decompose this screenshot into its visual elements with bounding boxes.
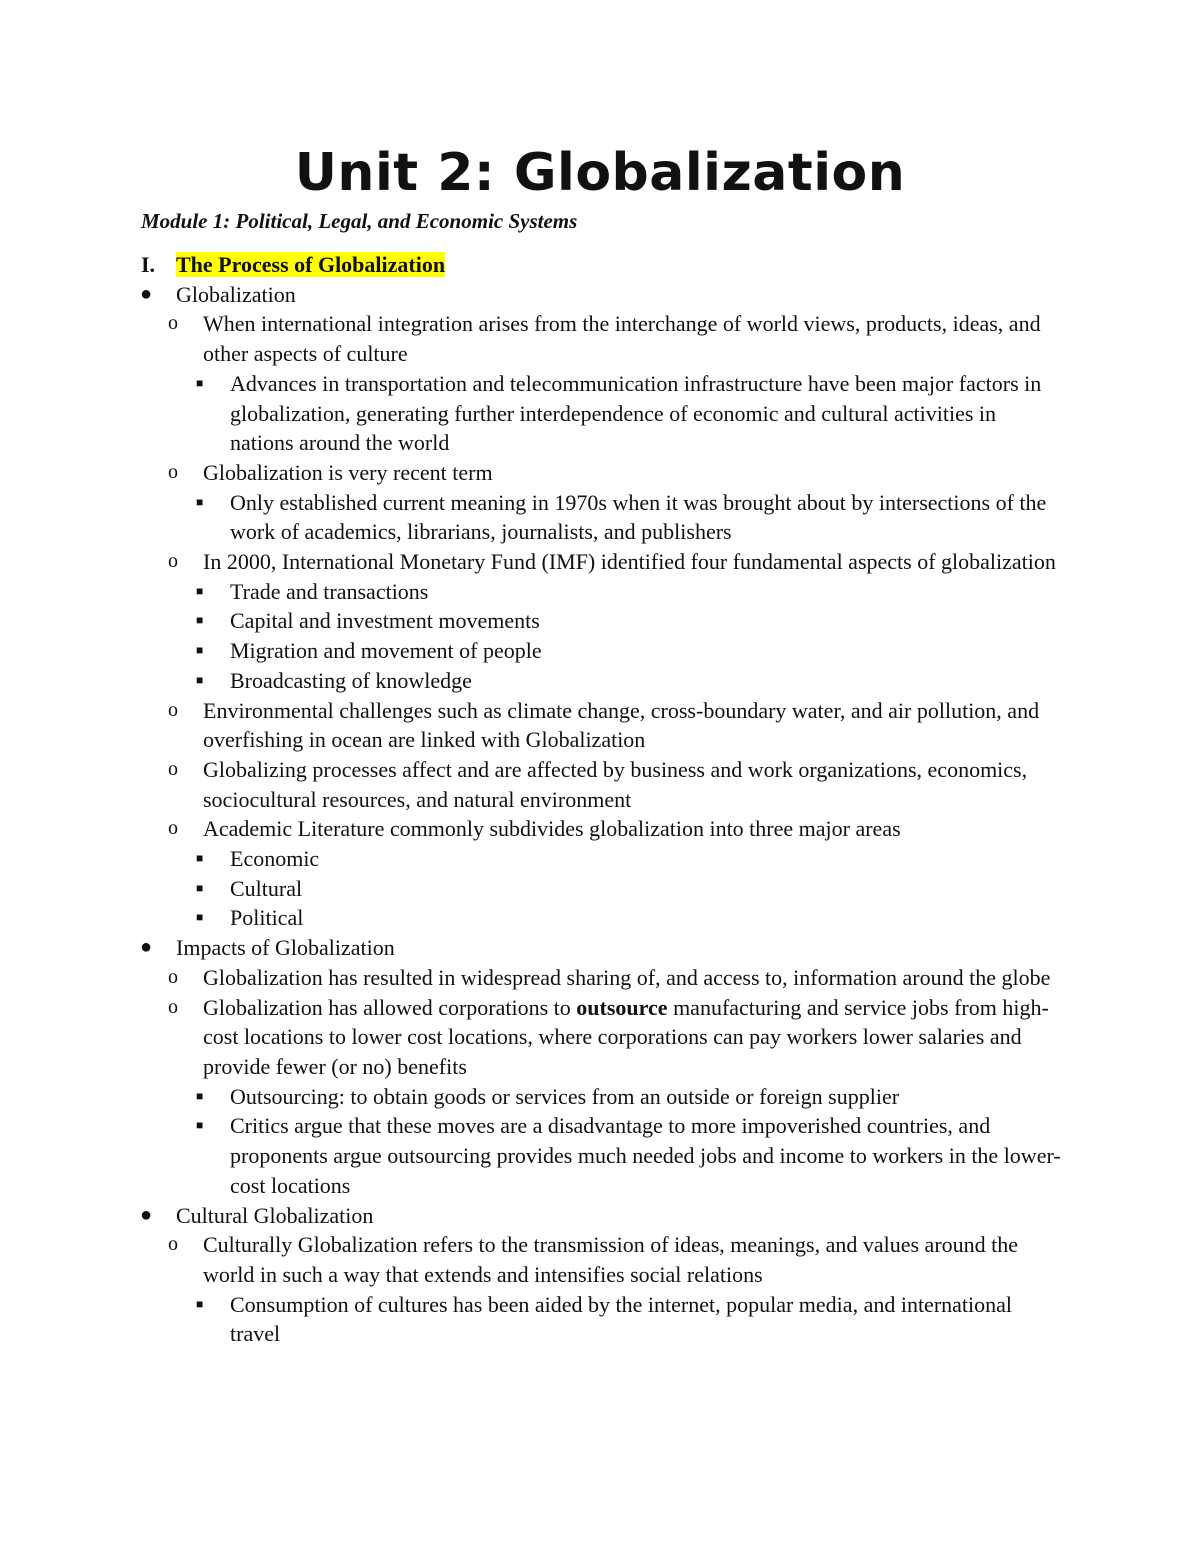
list-item-text: Advances in transportation and telecommunication infrastructure have been major factors in globalization, generating further interdependence of economic and cultural activities in nations around the world bbox=[230, 370, 1042, 456]
bullet-square-icon: ■ bbox=[196, 375, 204, 390]
list-item-text: When international integration arises from the interchange of world views, products, ideas, and other aspects of culture bbox=[203, 311, 1041, 367]
bullet-circle-icon: o bbox=[168, 460, 178, 483]
list-item bbox=[0, 636, 1065, 666]
list-item bbox=[0, 666, 1065, 696]
list-item-text: In 2000, International Monetary Fund (IMF) identified four fundamental aspects of globalization bbox=[203, 549, 1056, 575]
list-item-text: Only established current meaning in 1970s when it was brought about by intersections of the work of academics, librarians, journalists, and publishers bbox=[230, 489, 1047, 545]
list-item bbox=[0, 755, 1073, 814]
list-item bbox=[0, 547, 1073, 577]
list-item-text: Economic bbox=[230, 846, 320, 872]
list-item bbox=[0, 280, 1200, 310]
bullet-circle-icon: o bbox=[168, 1233, 178, 1256]
list-item bbox=[0, 1082, 1065, 1112]
list-item-text-end: manufacturing and service jobs from high-cost locations to lower cost locations, where corporations can pay workers lower salaries and provide fewer (or no) benefits bbox=[203, 994, 1049, 1079]
list-item-text: Cultural bbox=[230, 875, 303, 901]
list-item bbox=[0, 577, 1065, 607]
bullet-circle-icon: o bbox=[168, 995, 178, 1018]
list-item-text: Broadcasting of knowledge bbox=[230, 667, 472, 693]
list-item-text-start: Globalization has allowed corporations to bbox=[203, 994, 577, 1020]
list-item-text: Culturally Globalization refers to the transmission of ideas, meanings, and values around the world in such a way that extends and intensifies social relations bbox=[203, 1232, 1019, 1287]
list-item bbox=[0, 369, 1065, 458]
bullet-square-icon: ■ bbox=[196, 613, 204, 628]
list-item bbox=[0, 696, 1073, 755]
list-item bbox=[0, 963, 1073, 993]
list-item-text: Outsourcing: to obtain goods or services from an outside or foreign supplier bbox=[230, 1083, 900, 1109]
bullet-square-icon: ■ bbox=[196, 910, 204, 925]
bold-term: outsource bbox=[576, 994, 668, 1020]
list-item-text: Political bbox=[230, 905, 304, 931]
bullet-circle-icon: o bbox=[168, 817, 178, 840]
list-item-text: Trade and transactions bbox=[230, 578, 429, 604]
bullet-circle-icon: o bbox=[168, 757, 178, 780]
list-item bbox=[0, 874, 1065, 904]
list-item bbox=[0, 1111, 1065, 1200]
list-item bbox=[0, 1201, 1200, 1231]
bullet-circle-icon: o bbox=[168, 550, 178, 573]
list-item-text: Migration and movement of people bbox=[230, 638, 542, 664]
bullet-dot-icon: ● bbox=[140, 936, 153, 959]
bullet-square-icon: ■ bbox=[196, 583, 204, 598]
list-item bbox=[0, 933, 1200, 963]
list-item-text: Capital and investment movements bbox=[230, 608, 540, 634]
list-item-text: Critics argue that these moves are a disadvantage to more impoverished countries, and proponents argue outsourcing provides much needed jobs and income to workers in the lower-cost locations bbox=[230, 1113, 1061, 1198]
section-heading bbox=[0, 250, 1200, 280]
bullet-square-icon: ■ bbox=[196, 672, 204, 687]
section-numeral: I. bbox=[141, 252, 156, 277]
bullet-square-icon: ■ bbox=[196, 643, 204, 658]
bullet-square-icon: ■ bbox=[196, 1118, 204, 1133]
list-item-text: Impacts of Globalization bbox=[176, 935, 395, 961]
list-item-text: Globalization has resulted in widespread sharing of, and access to, information around the globe bbox=[203, 964, 1051, 990]
list-item bbox=[0, 488, 1065, 547]
list-item bbox=[0, 458, 1073, 488]
list-item-text: Consumption of cultures has been aided by the internet, popular media, and international travel bbox=[230, 1291, 1013, 1347]
bullet-square-icon: ■ bbox=[196, 1296, 204, 1311]
list-item-text: Cultural Globalization bbox=[176, 1202, 374, 1228]
list-item-text: Environmental challenges such as climate change, cross-boundary water, and air pollution, and overfishing in ocean are linked with Globalization bbox=[203, 697, 1040, 753]
bullet-dot-icon: ● bbox=[140, 1203, 153, 1226]
list-item-text: Globalization is very recent term bbox=[203, 459, 493, 485]
outline bbox=[0, 250, 1200, 1349]
list-item bbox=[0, 903, 1065, 933]
list-item bbox=[0, 309, 1073, 368]
page-subtitle: Module 1: Political, Legal, and Economic Systems bbox=[141, 209, 578, 233]
list-item bbox=[0, 814, 1073, 844]
page-title: Unit 2: Globalization bbox=[294, 143, 906, 203]
bullet-square-icon: ■ bbox=[196, 494, 204, 509]
list-item bbox=[0, 1290, 1065, 1349]
list-item bbox=[0, 844, 1065, 874]
bullet-circle-icon: o bbox=[168, 312, 178, 335]
list-item-text: Academic Literature commonly subdivides globalization into three major areas bbox=[203, 816, 901, 842]
list-item bbox=[0, 993, 1073, 1082]
list-item bbox=[0, 606, 1065, 636]
list-item-text: Globalization bbox=[176, 281, 296, 307]
bullet-square-icon: ■ bbox=[196, 880, 204, 895]
list-item bbox=[0, 1230, 1073, 1289]
bullet-circle-icon: o bbox=[168, 698, 178, 721]
list-item-text: Globalizing processes affect and are affected by business and work organizations, economics, sociocultural resources, and natural environment bbox=[203, 756, 1028, 812]
bullet-dot-icon: ● bbox=[140, 282, 153, 305]
section-heading-text: The Process of Globalization bbox=[176, 252, 446, 277]
bullet-circle-icon: o bbox=[168, 965, 178, 988]
bullet-square-icon: ■ bbox=[196, 851, 204, 866]
bullet-square-icon: ■ bbox=[196, 1088, 204, 1103]
